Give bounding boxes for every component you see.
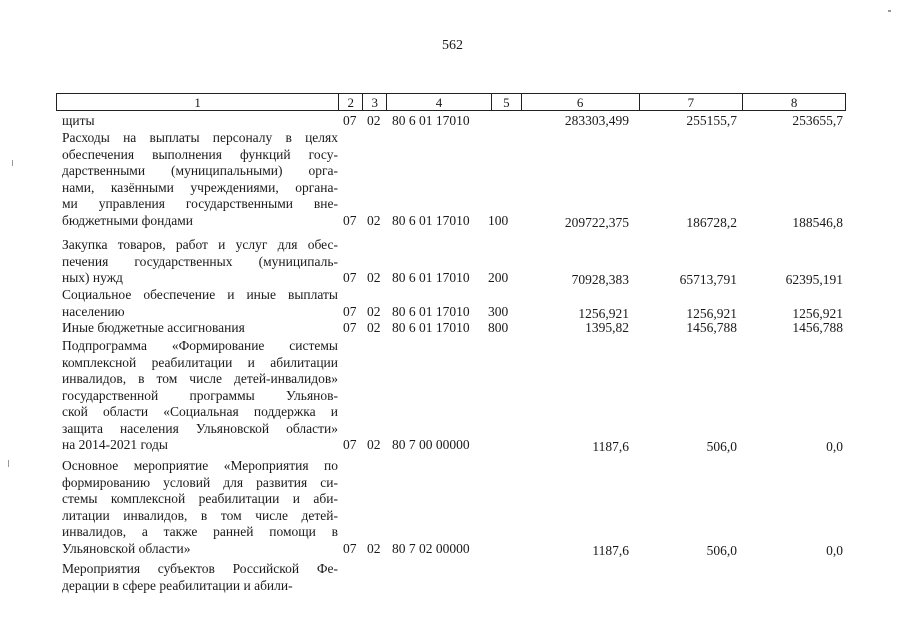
cell-c6: 1256,921 bbox=[578, 305, 629, 321]
row-description bbox=[62, 338, 338, 454]
header-col-3: 3 bbox=[363, 94, 387, 110]
cell-c5: 100 bbox=[488, 212, 509, 228]
description-line: Расходы на выплаты персоналу в целях bbox=[62, 130, 338, 145]
cell-c3: 02 bbox=[367, 270, 381, 285]
cell-c2: 07 bbox=[343, 212, 357, 228]
table-header bbox=[56, 93, 846, 111]
header-col-8: 8 bbox=[790, 95, 798, 110]
cell-c7: 255155,7 bbox=[686, 113, 737, 128]
description-line: Подпрограмма «Формирование системы bbox=[62, 338, 338, 353]
cell-c3: 02 bbox=[367, 437, 381, 452]
cell-c6: 1187,6 bbox=[592, 439, 629, 454]
cell-c8: 0,0 bbox=[826, 439, 843, 454]
description-line: ных) нужд bbox=[62, 270, 123, 285]
row-description bbox=[62, 320, 338, 337]
description-line: дарственными (муниципальными) орга- bbox=[62, 163, 338, 178]
description-line: ми управления государственными вне- bbox=[62, 196, 338, 211]
cell-c7: 1256,921 bbox=[686, 305, 737, 321]
description-line: Мероприятия субъектов Российской Фе- bbox=[62, 561, 338, 576]
cell-c2: 07 bbox=[343, 540, 357, 556]
cell-c8: 1256,921 bbox=[792, 305, 843, 321]
cell-c5: 300 bbox=[488, 303, 509, 319]
cell-c3: 02 bbox=[367, 540, 381, 556]
description-line: нами, казёнными учреждениями, органа- bbox=[62, 179, 338, 195]
row-description bbox=[62, 130, 338, 229]
description-line: бюджетными фондами bbox=[62, 212, 193, 228]
description-line: Закупка товаров, работ и услуг для обес- bbox=[62, 237, 338, 252]
page-number: 562 bbox=[442, 38, 463, 53]
header-col-7: 7 bbox=[640, 94, 744, 110]
cell-c7: 506,0 bbox=[706, 542, 737, 558]
cell-c8: 0,0 bbox=[826, 542, 843, 558]
scan-speck bbox=[8, 460, 9, 467]
description-line: стемы комплексной реабилитации и аби- bbox=[62, 491, 338, 506]
cell-c7: 65713,791 bbox=[679, 272, 737, 287]
cell-c5: 200 bbox=[488, 270, 509, 285]
description-line: Ульяновской области» bbox=[62, 540, 191, 556]
description-line: формированию условий для развития си- bbox=[62, 474, 338, 490]
description-line: литации инвалидов, в том числе детей- bbox=[62, 507, 338, 523]
cell-c6: 283303,499 bbox=[564, 113, 629, 128]
cell-c4: 80 6 01 17010 bbox=[392, 270, 470, 285]
description-line: Иные бюджетные ассигнования bbox=[62, 320, 245, 335]
description-line: инвалидов, а также ранней помощи в bbox=[62, 524, 338, 539]
cell-c2: 07 bbox=[343, 303, 357, 319]
cell-c2: 07 bbox=[343, 437, 357, 452]
row-description bbox=[62, 113, 338, 130]
description-line: на 2014-2021 годы bbox=[62, 437, 168, 452]
cell-c8: 1456,788 bbox=[792, 320, 843, 335]
cell-c7: 186728,2 bbox=[686, 214, 737, 230]
description-line: обеспечения выполнения функций госу- bbox=[62, 146, 338, 162]
cell-c6: 70928,383 bbox=[571, 272, 629, 287]
cell-c8: 188546,8 bbox=[792, 214, 843, 230]
cell-c4: 80 6 01 17010 bbox=[392, 212, 470, 228]
cell-c8: 253655,7 bbox=[792, 113, 843, 128]
header-col-6: 6 bbox=[522, 94, 640, 110]
cell-c7: 506,0 bbox=[706, 439, 737, 454]
description-line: населению bbox=[62, 303, 125, 319]
row-description bbox=[62, 287, 338, 320]
description-line: государственной программы Ульянов- bbox=[62, 387, 338, 403]
cell-c6: 209722,375 bbox=[564, 214, 629, 230]
cell-c4: 80 7 00 00000 bbox=[392, 437, 470, 452]
header-col-4: 4 bbox=[387, 94, 492, 110]
scan-speck bbox=[12, 160, 13, 166]
description-line: дерации в сфере реабилитации и абили- bbox=[62, 577, 293, 593]
cell-c4: 80 6 01 17010 bbox=[392, 303, 470, 319]
cell-c4: 80 6 01 17010 bbox=[392, 113, 470, 128]
cell-c2: 07 bbox=[343, 270, 357, 285]
cell-c4: 80 7 02 00000 bbox=[392, 540, 470, 556]
description-line: печения государственных (муниципаль- bbox=[62, 253, 338, 269]
cell-c6: 1395,82 bbox=[585, 320, 629, 335]
cell-c8: 62395,191 bbox=[785, 272, 843, 287]
cell-c3: 02 bbox=[367, 303, 381, 319]
cell-c6: 1187,6 bbox=[592, 542, 629, 558]
description-line: ской области «Социальная поддержка и bbox=[62, 404, 338, 419]
cell-c2: 07 bbox=[343, 113, 357, 128]
cell-c7: 1456,788 bbox=[686, 320, 737, 335]
description-line: комплексной реабилитации и абилитации bbox=[62, 354, 338, 370]
cell-c2: 07 bbox=[343, 320, 357, 335]
description-line: Социальное обеспечение и иные выплаты bbox=[62, 287, 338, 302]
description-line: защита населения Ульяновской области» bbox=[62, 420, 338, 436]
cell-c5: 800 bbox=[488, 320, 509, 335]
row-description bbox=[62, 561, 338, 594]
description-line: Основное мероприятие «Мероприятия по bbox=[62, 458, 338, 473]
description-line: инвалидов, в том числе детей-инвалидов» bbox=[62, 371, 338, 386]
header-col-2: 2 bbox=[339, 94, 363, 110]
description-line: щиты bbox=[62, 113, 95, 128]
cell-c4: 80 6 01 17010 bbox=[392, 320, 470, 335]
header-col-1: 1 bbox=[57, 94, 339, 110]
scan-speck bbox=[888, 10, 891, 12]
row-description bbox=[62, 237, 338, 287]
cell-c3: 02 bbox=[367, 113, 381, 128]
cell-c3: 02 bbox=[367, 320, 381, 335]
row-description bbox=[62, 458, 338, 557]
header-col-5: 5 bbox=[492, 94, 522, 110]
cell-c3: 02 bbox=[367, 212, 381, 228]
